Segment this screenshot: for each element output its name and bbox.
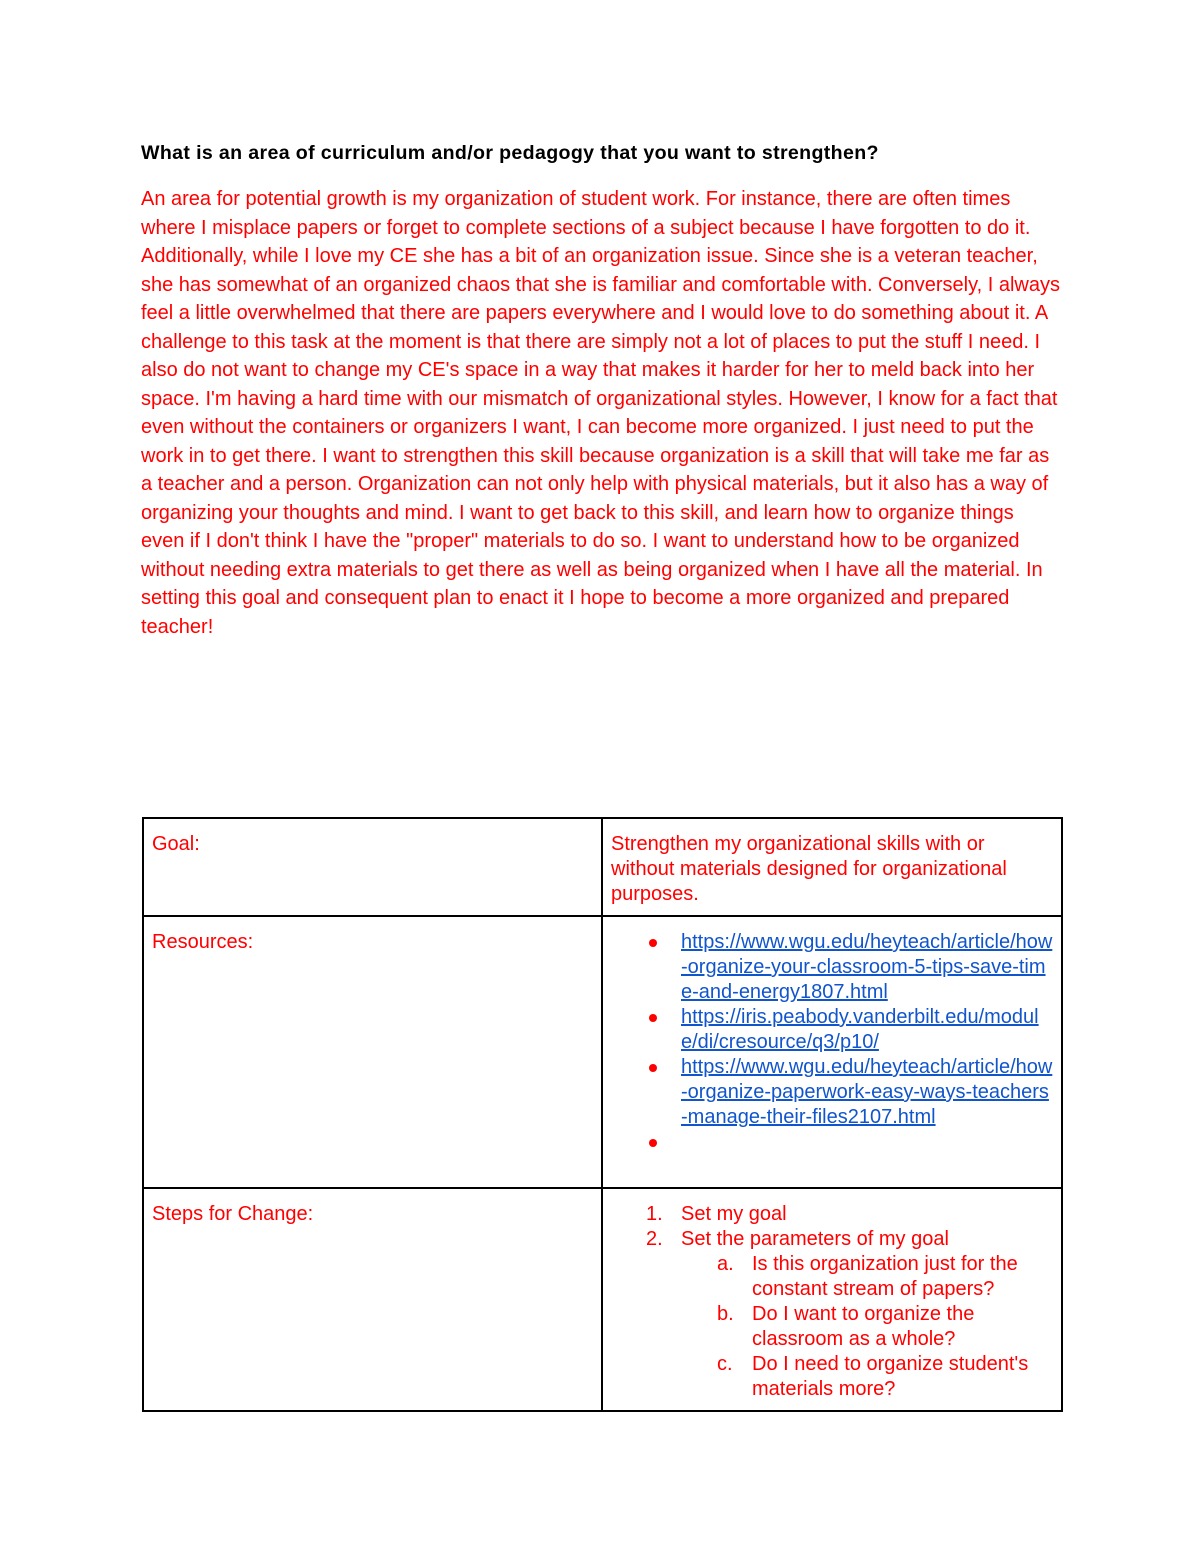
- list-item: [646, 1227, 1053, 1402]
- substeps-list: [681, 1252, 1053, 1402]
- list-item: [717, 1252, 1053, 1302]
- resources-label-cell: [143, 916, 602, 1188]
- plan-table: [142, 817, 1063, 1412]
- bullet-icon: [649, 1139, 657, 1147]
- question-heading: What is an area of curriculum and/or pedagogy that you want to strengthen?: [141, 142, 879, 164]
- list-item: [717, 1352, 1053, 1402]
- resource-link-3[interactable]: https://www.wgu.edu/heyteach/article/how-organize-paperwork-easy-ways-teachers-manage-their-files2107.html: [681, 1056, 1053, 1128]
- substep-text: Do I need to organize student's materials more?: [752, 1353, 1029, 1400]
- step-marker: 2.: [646, 1228, 663, 1250]
- step-marker: 1.: [646, 1203, 663, 1225]
- steps-list: [611, 1202, 1053, 1402]
- resource-link-2[interactable]: https://iris.peabody.vanderbilt.edu/module/di/cresource/q3/p10/: [681, 1006, 1039, 1053]
- bullet-icon: [649, 939, 657, 947]
- resources-label: Resources:: [152, 931, 254, 953]
- steps-label-cell: [143, 1188, 602, 1411]
- substep-text: Do I want to organize the classroom as a whole?: [752, 1303, 975, 1350]
- goal-value-cell: [602, 818, 1062, 916]
- bullet-icon: [649, 1014, 657, 1022]
- substep-marker: b.: [717, 1303, 734, 1325]
- list-item: [646, 1202, 1053, 1227]
- resource-link-1[interactable]: https://www.wgu.edu/heyteach/article/how-organize-your-classroom-5-tips-save-time-and-energy1807.html: [681, 931, 1053, 1003]
- list-item: [681, 1055, 1053, 1130]
- substep-text: Is this organization just for the constant stream of papers?: [752, 1253, 1018, 1300]
- table-row-steps: [143, 1188, 1062, 1411]
- steps-label: Steps for Change:: [152, 1203, 314, 1225]
- list-item: [681, 1005, 1053, 1055]
- list-item: [717, 1302, 1053, 1352]
- table-row-resources: [143, 916, 1062, 1188]
- goal-label: Goal:: [152, 833, 200, 855]
- resources-list: [611, 930, 1053, 1155]
- steps-value-cell: [602, 1188, 1062, 1411]
- step-text: Set the parameters of my goal: [681, 1228, 949, 1250]
- bullet-icon: [649, 1064, 657, 1072]
- substep-marker: a.: [717, 1253, 734, 1275]
- resources-value-cell: [602, 916, 1062, 1188]
- answer-paragraph: An area for potential growth is my organization of student work. For instance, there are often times where I misplace papers or forget to complete sections of a subject because I have forgotten to do it. Additionally, while I love my CE she has a bit of an organization issue. Since she is a veteran teacher, she has somewhat of an organized chaos that she is familiar and comfortable with. Conversely, I always feel a little overwhelmed that there are papers everywhere and I would love to do something about it. A challenge to this task at the moment is that there are simply not a lot of places to put the stuff I need. I also do not want to change my CE's space in a way that makes it harder for her to meld back into her space. I'm having a hard time with our mismatch of organizational styles. However, I know for a fact that even without the containers or organizers I want, I can become more organized. I just need to put the work in to get there. I want to strengthen this skill because organization is a skill that will take me far as a teacher and a person. Organization can not only help with physical materials, but it also has a way of organizing your thoughts and mind. I want to get back to this skill, and learn how to organize things even if I don't think I have the "proper" materials to do so. I want to understand how to be organized without needing extra materials to get there as well as being organized when I have all the material. In setting this goal and consequent plan to enact it I hope to become a more organized and prepared teacher!: [141, 188, 1060, 638]
- substep-marker: c.: [717, 1353, 733, 1375]
- list-item: [681, 930, 1053, 1005]
- list-item: [681, 1130, 1053, 1155]
- table-row-goal: [143, 818, 1062, 916]
- goal-value: Strengthen my organizational skills with or without materials designed for organizational purposes.: [611, 833, 1007, 905]
- goal-label-cell: [143, 818, 602, 916]
- step-text: Set my goal: [681, 1203, 787, 1225]
